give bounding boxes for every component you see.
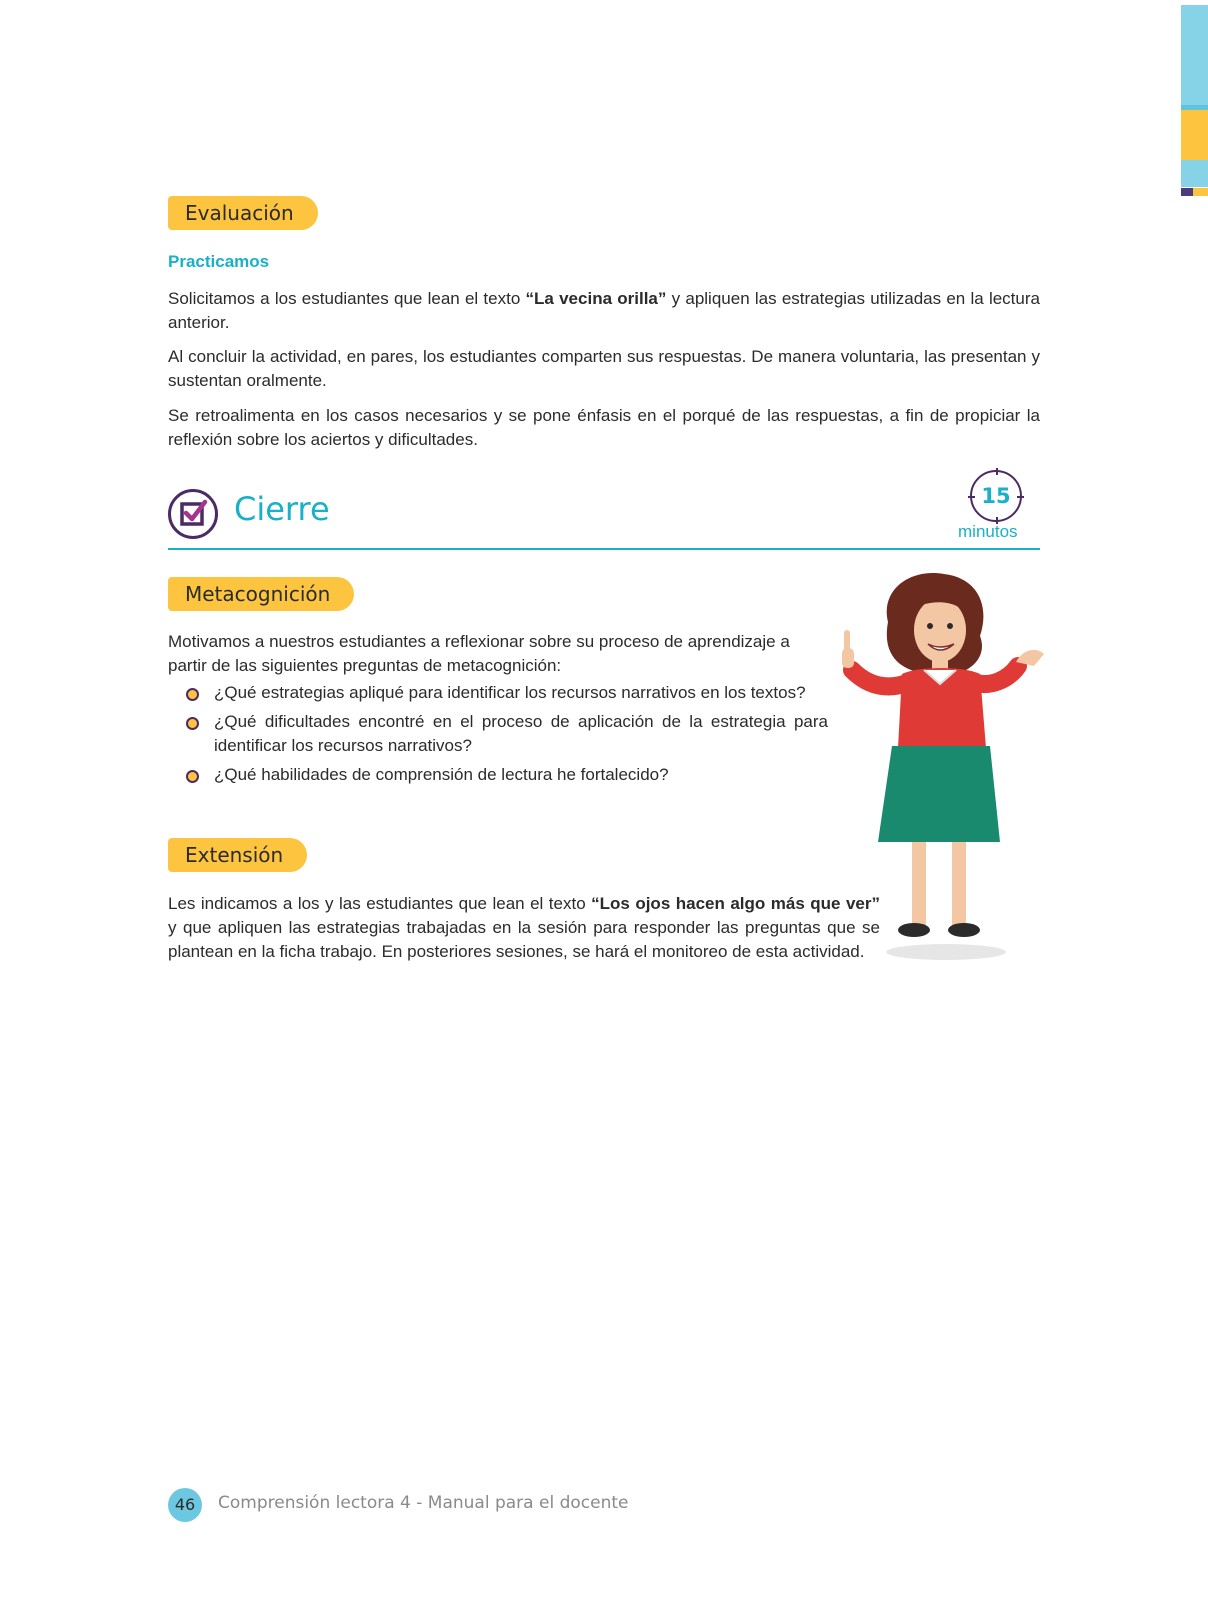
cierre-divider — [168, 548, 1040, 550]
list-item: ¿Qué dificultades encontré en el proceso de aplicación de la estrategia para identificar los recursos narrativos? — [168, 710, 828, 758]
side-tab-mark-purple — [1181, 188, 1193, 196]
cierre-title: Cierre — [234, 490, 330, 528]
metacognicion-intro: Motivamos a nuestros estudiantes a reflexionar sobre su proceso de aprendizaje a partir de las siguientes preguntas de metacognición: — [168, 632, 790, 675]
evaluacion-paragraph-1: Solicitamos a los estudiantes que lean el texto “La vecina orilla” y apliquen las estrategias utilizadas en la lectura anterior. — [168, 289, 1040, 332]
list-item: ¿Qué estrategias apliqué para identificar los recursos narrativos en los textos? — [168, 681, 828, 705]
timer-icon — [970, 470, 1022, 522]
footer-title: Comprensión lectora 4 - Manual para el docente — [218, 1493, 629, 1513]
bullet-icon — [186, 770, 199, 783]
teacher-illustration — [840, 570, 1062, 970]
evaluacion-paragraph-3: Se retroalimenta en los casos necesarios y se pone énfasis en el porqué de las respuestas, a fin de propiciar la reflexión sobre los aciertos y dificultades. — [168, 406, 1040, 449]
metacognicion-questions — [168, 681, 828, 792]
bullet-icon — [186, 688, 199, 701]
evaluacion-label: Evaluación — [168, 196, 318, 230]
side-tab-blue — [1181, 5, 1208, 105]
checkbox-icon — [168, 489, 218, 539]
page-number: 46 — [168, 1488, 202, 1522]
evaluacion-paragraph-2: Al concluir la actividad, en pares, los estudiantes comparten sus respuestas. De manera voluntaria, las presentan y sustentan oralmente. — [168, 347, 1040, 390]
side-tab-blue-lower — [1181, 160, 1208, 187]
bullet-icon — [186, 717, 199, 730]
text-title-la-vecina-orilla: “La vecina orilla” — [525, 289, 667, 308]
extension-label: Extensión — [168, 838, 307, 872]
side-tab-yellow — [1181, 110, 1208, 160]
timer-value: 15 — [981, 484, 1011, 508]
text-title-los-ojos: “Los ojos hacen algo más que ver” — [591, 894, 880, 913]
metacognicion-label: Metacognición — [168, 577, 354, 611]
timer-unit: minutos — [958, 522, 1018, 541]
side-tab-mark-yellow — [1193, 188, 1208, 196]
practicamos-heading: Practicamos — [168, 252, 270, 271]
extension-paragraph: Les indicamos a los y las estudiantes que lean el texto “Los ojos hacen algo más que ver” y que apliquen las estrategias trabajadas en la sesión para responder las preguntas que se plantean en la ficha trabajo. En posteriores sesiones, se hará el monitoreo de esta actividad. — [168, 894, 880, 961]
list-item: ¿Qué habilidades de comprensión de lectura he fortalecido? — [168, 763, 828, 787]
